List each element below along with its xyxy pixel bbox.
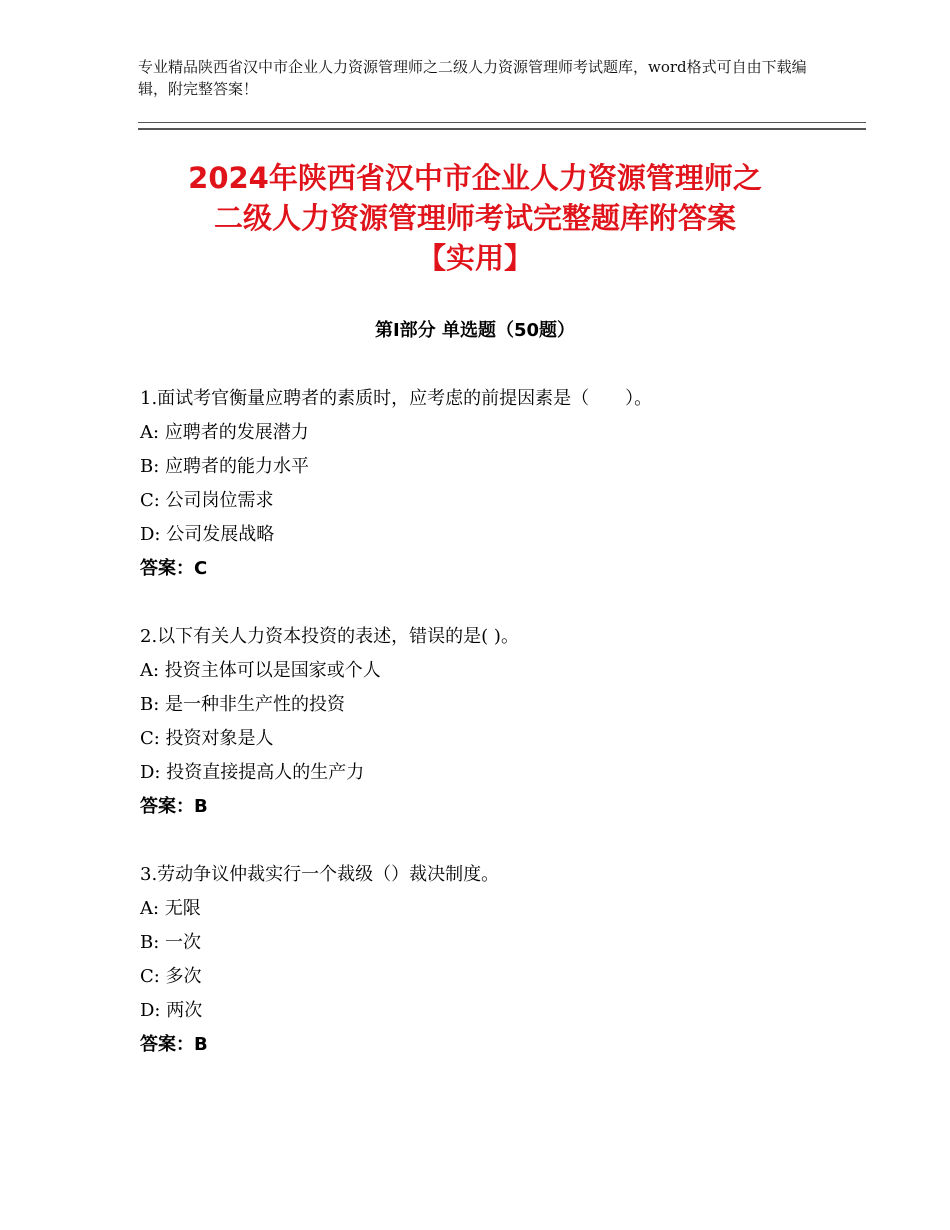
option-c: C: 多次 <box>140 966 202 987</box>
title-line-2: 二级人力资源管理师考试完整题库附答案 <box>213 201 736 235</box>
option-c: C: 公司岗位需求 <box>140 490 274 511</box>
title-line-1: 2024年陕西省汉中市企业人力资源管理师之 <box>188 161 762 195</box>
title-line-3: 【实用】 <box>416 241 533 275</box>
question-1 <box>140 382 840 586</box>
option-c: C: 投资对象是人 <box>140 728 274 749</box>
section-title: 第Ⅰ部分 单选题（50题） <box>374 320 575 341</box>
option-a: A: 无限 <box>140 898 201 919</box>
option-b: B: 一次 <box>140 932 202 953</box>
option-a: A: 投资主体可以是国家或个人 <box>140 660 381 681</box>
question-2 <box>140 620 840 824</box>
header-note: 专业精品陕西省汉中市企业人力资源管理师之二级人力资源管理师考试题库，word格式可自由下载编辑，附完整答案！ <box>138 58 807 98</box>
question-3 <box>140 858 840 1062</box>
option-b: B: 应聘者的能力水平 <box>140 456 310 477</box>
option-d: D: 公司发展战略 <box>140 524 275 545</box>
option-d: D: 投资直接提高人的生产力 <box>140 762 365 783</box>
document-title <box>60 158 890 278</box>
option-a: A: 应聘者的发展潜力 <box>140 422 309 443</box>
question-stem: 1.面试考官衡量应聘者的素质时，应考虑的前提因素是（ ）。 <box>140 388 653 409</box>
option-b: B: 是一种非生产性的投资 <box>140 694 346 715</box>
question-list <box>140 382 840 1096</box>
question-stem: 3.劳动争议仲裁实行一个裁级（）裁决制度。 <box>140 864 500 885</box>
question-stem: 2.以下有关人力资本投资的表述，错误的是( )。 <box>140 626 519 647</box>
answer: 答案：B <box>140 796 208 817</box>
answer: 答案：B <box>140 1034 208 1055</box>
header-divider <box>138 122 866 130</box>
answer: 答案：C <box>140 558 208 579</box>
option-d: D: 两次 <box>140 1000 203 1021</box>
